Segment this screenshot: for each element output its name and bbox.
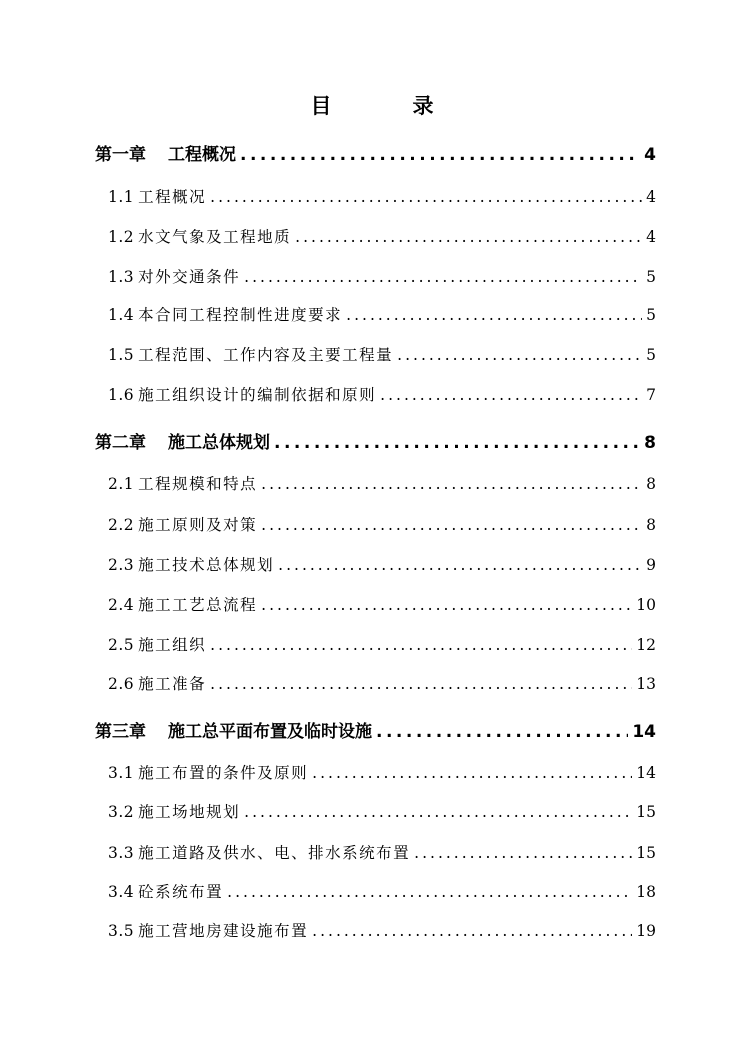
- entry-label: 对外交通条件: [138, 268, 241, 286]
- entry-page-number: 15: [636, 844, 656, 862]
- entry-label: 施工总平面布置及临时设施: [168, 722, 372, 742]
- entry-label: 施工场地规划: [138, 803, 241, 821]
- toc-title: 目 录: [310, 94, 464, 118]
- entry-page-number: 18: [636, 883, 656, 901]
- entry-page-number: 9: [646, 556, 656, 574]
- toc-section-entry[interactable]: [108, 303, 656, 325]
- dot-leader: [210, 675, 632, 693]
- dot-leader: [397, 346, 642, 364]
- toc-section-entry[interactable]: [108, 472, 656, 494]
- entry-page-number: 5: [646, 346, 656, 364]
- entry-number: 第三章: [95, 722, 146, 742]
- dot-leader: [210, 636, 632, 654]
- entry-number: 1.4: [108, 306, 135, 324]
- toc-section-entry[interactable]: [108, 553, 656, 575]
- entry-number: 1.6: [108, 386, 135, 404]
- entry-page-number: 8: [646, 475, 656, 493]
- entry-number: 1.5: [108, 346, 135, 364]
- toc-section-entry[interactable]: [108, 761, 656, 783]
- entry-page-number: 8: [646, 516, 656, 534]
- toc-section-entry[interactable]: [108, 185, 656, 207]
- entry-number: 2.1: [108, 475, 135, 493]
- dot-leader: [261, 516, 642, 534]
- entry-number: 2.4: [108, 596, 135, 614]
- entry-label: 施工技术总体规划: [138, 556, 275, 574]
- entry-page-number: 5: [646, 268, 656, 286]
- entry-label: 水文气象及工程地质: [138, 228, 292, 246]
- dot-leader: [414, 844, 632, 862]
- entry-page-number: 4: [644, 145, 656, 165]
- toc-section-entry[interactable]: [108, 593, 656, 615]
- entry-page-number: 15: [636, 803, 656, 821]
- dot-leader: [278, 556, 642, 574]
- entry-label: 施工原则及对策: [138, 516, 258, 534]
- entry-number: 3.3: [108, 844, 135, 862]
- dot-leader: [274, 433, 640, 453]
- entry-page-number: 14: [636, 764, 656, 782]
- entry-number: 1.1: [108, 188, 135, 206]
- entry-number: 2.5: [108, 636, 135, 654]
- entry-number: 1.2: [108, 228, 135, 246]
- dot-leader: [295, 228, 642, 246]
- entry-number: 2.2: [108, 516, 135, 534]
- dot-leader: [261, 475, 642, 493]
- entry-label: 施工总体规划: [168, 433, 270, 453]
- dot-leader: [244, 803, 632, 821]
- entry-label: 砼系统布置: [138, 883, 224, 901]
- entry-number: 第二章: [95, 433, 146, 453]
- dot-leader: [346, 306, 642, 324]
- entry-number: 3.4: [108, 883, 135, 901]
- entry-label: 工程概况: [168, 145, 236, 165]
- entry-page-number: 8: [644, 433, 656, 453]
- entry-number: 1.3: [108, 268, 135, 286]
- toc-section-entry[interactable]: [108, 800, 656, 822]
- entry-page-number: 4: [646, 228, 656, 246]
- toc-chapter-entry[interactable]: [95, 428, 656, 453]
- toc-section-entry[interactable]: [108, 672, 656, 694]
- toc-chapter-entry[interactable]: [95, 717, 656, 742]
- toc-section-entry[interactable]: [108, 841, 656, 863]
- entry-label: 施工营地房建设施布置: [138, 922, 309, 940]
- entry-label: 施工布置的条件及原则: [138, 764, 309, 782]
- entry-number: 2.6: [108, 675, 135, 693]
- entry-number: 2.3: [108, 556, 135, 574]
- entry-number: 3.1: [108, 764, 135, 782]
- entry-page-number: 7: [646, 386, 656, 404]
- entry-label: 施工组织: [138, 636, 207, 654]
- dot-leader: [261, 596, 632, 614]
- entry-page-number: 19: [636, 922, 656, 940]
- dot-leader: [376, 722, 628, 742]
- dot-leader: [227, 883, 632, 901]
- toc-chapter-entry[interactable]: [95, 140, 656, 165]
- entry-page-number: 13: [636, 675, 656, 693]
- toc-section-entry[interactable]: [108, 513, 656, 535]
- toc-section-entry[interactable]: [108, 880, 656, 902]
- entry-page-number: 12: [636, 636, 656, 654]
- entry-number: 3.2: [108, 803, 135, 821]
- dot-leader: [240, 145, 640, 165]
- entry-label: 施工准备: [138, 675, 207, 693]
- dot-leader: [210, 188, 642, 206]
- entry-page-number: 5: [646, 306, 656, 324]
- entry-label: 施工道路及供水、电、排水系统布置: [138, 844, 411, 862]
- dot-leader: [312, 764, 632, 782]
- toc-section-entry[interactable]: [108, 265, 656, 287]
- toc-section-entry[interactable]: [108, 919, 656, 941]
- entry-label: 工程规模和特点: [138, 475, 258, 493]
- entry-page-number: 4: [646, 188, 656, 206]
- dot-leader: [244, 268, 642, 286]
- entry-number: 3.5: [108, 922, 135, 940]
- toc-section-entry[interactable]: [108, 633, 656, 655]
- toc-section-entry[interactable]: [108, 225, 656, 247]
- entry-label: 施工组织设计的编制依据和原则: [138, 386, 377, 404]
- toc-section-entry[interactable]: [108, 383, 656, 405]
- dot-leader: [312, 922, 632, 940]
- entry-page-number: 14: [632, 722, 656, 742]
- entry-label: 施工工艺总流程: [138, 596, 258, 614]
- entry-page-number: 10: [636, 596, 656, 614]
- toc-section-entry[interactable]: [108, 343, 656, 365]
- entry-label: 工程范围、工作内容及主要工程量: [138, 346, 394, 364]
- entry-label: 工程概况: [138, 188, 207, 206]
- dot-leader: [380, 386, 642, 404]
- entry-label: 本合同工程控制性进度要求: [138, 306, 343, 324]
- entry-number: 第一章: [95, 145, 146, 165]
